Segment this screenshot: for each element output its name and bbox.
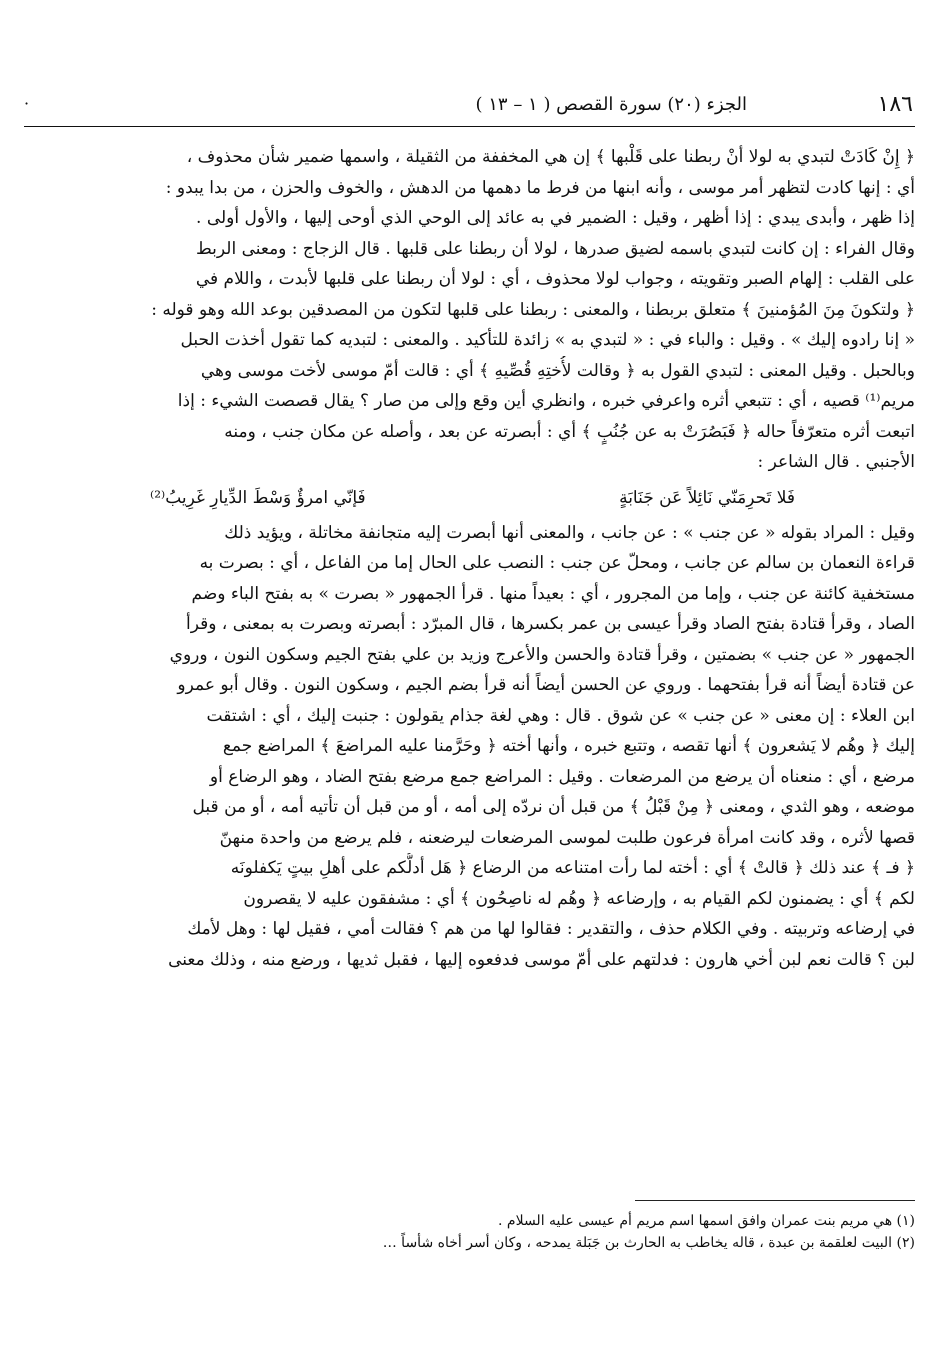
text-line: الصاد ، وقرأ قتادة بفتح الصاد وقرأ عيسى بن عمر بكسرها ، قال المبرّد : أبصرته وبصرت به بمعنى ، وقرأ <box>185 614 915 634</box>
header-mark: · <box>24 94 30 113</box>
text-line: قراءة النعمان بن سالم عن جانب ، ومحلّ عن جنب : النصب على الحال إما من الفاعل ، أي : بصرت به <box>199 553 915 573</box>
text-line: وبالحبل . وقيل المعنى : لتبدي القول به ﴿ وقالت لأُختِهِ قُصِّيهِ ﴾ أي : قالت أمّ موسى لأخت موسى وهي <box>200 360 915 381</box>
footnotes <box>60 1210 915 1254</box>
text-line: وقيل : المراد بقوله « عن جنب » : عن جانب ، والمعنى أنها أبصرت إليه متجانفة مخاتلة ، ويؤيد ذلك <box>224 522 915 543</box>
footnote-2: (٢) البيت لعلقمة بن عبدة ، قاله يخاطب به الحارث بن جَبَلة يمدحه ، وكان أسر أخاه شأساً … <box>382 1235 915 1251</box>
footnote-1: (١) هي مريم بنت عمران وافق اسمها اسم مريم أم عيسى عليه السلام . <box>498 1213 915 1229</box>
text-line: مستخفية كائنة عن جنب ، وإما من المجرور ، أي : بعيداً منها . قرأ الجمهور « بصرت » به بفتح الباء وضم <box>191 583 915 604</box>
verse-second-hemistich: فَإنّي امرؤٌ وَسْطَ الدِّيارِ غَرِيبُ⁽²⁾ <box>150 487 366 508</box>
main-text <box>40 142 915 975</box>
text-line: الأجنبي . قال الشاعر : <box>757 452 915 472</box>
text-line: على القلب : إلهام الصبر وتقويته ، وجواب لولا محذوف ، أي : لولا أن ربطنا على قلبها لأبدت ، واللام في <box>195 269 915 289</box>
text-line: ﴿ ولتكونَ مِنَ المُؤمنينَ ﴾ متعلق بربطنا ، والمعنى : ربطنا على قلبها لتكون من المصدقين بوعد الله وهو قوله : <box>151 299 915 320</box>
text-line: في إرضاعه وتربيته . وفي الكلام حذف ، والتقدير : فقالوا لها من هم ؟ فقالت أمي ، فقيل لها : وهل لأمك <box>187 919 915 939</box>
text-line: أي : إنها كادت لتظهر أمر موسى ، وأنه ابنها من فرط ما دهمها من الدهش ، والخوف والحزن ، من بدا يبدو : <box>165 177 915 198</box>
text-line: لكم ﴾ أي : يضمنون لكم القيام به ، وإرضاعه ﴿ وهُم له ناصِحُون ﴾ أي : مشفقون عليه لا يقصرون <box>243 888 915 909</box>
footnote-divider <box>635 1200 915 1201</box>
text-line: عن قتادة أيضاً أنه قرأ بفتحهما . وروي عن الحسن أيضاً أنه قرأ بضم الجيم ، وسكون النون . وقال أبو عمرو <box>177 675 915 695</box>
verse-first-hemistich: فَلا تَحرِمَنّي نَائِلاً عَن جَنَابَةٍ <box>619 487 795 508</box>
running-title: الجزء (٢٠) سورة القصص ( ١ – ١٣ ) <box>475 94 747 115</box>
text-line: ﴿ فـ ﴾ عند ذلك ﴿ قالتْ ﴾ أي : أخته لما رأت امتناعه من الرضاع ﴿ هَل أدلُّكم على أهلِ بيتٍ يَكفلونَه <box>230 858 915 878</box>
text-line: إليك ﴿ وهُم لا يَشعرون ﴾ أنها تقصه ، وتتبع خبره ، وأنها أخته ﴿ وحَرَّمنا عليه المراضعَ ﴾ المراضع جمع <box>222 736 915 756</box>
text-line: « إنا رادوه إليك » . وقيل : والباء في : « لتبدي به » زائدة للتأكيد . والمعنى : لتبديه كما تقول أخذت الحبل <box>180 330 915 350</box>
text-line: قصها لأثره ، وقد كانت امرأة فرعون طلبت لموسى المرضعات ليرضعنه ، فلم يرضع من واحدة منهنّ <box>219 827 915 848</box>
text-line: اتبعت أثره متعرّفاً حاله ﴿ فَبَصُرَتْ به عن جُنُبٍ ﴾ أي : أبصرته عن بعد ، وأصله عن مكان جنب ، ومنه <box>224 421 915 442</box>
page-header <box>24 92 915 127</box>
text-line: لبن ؟ قالت نعم لبن أخي هارون : فدلتهم على أمّ موسى فدفعوه إليها ، فقبل ثديها ، ورضع منه ، وذلك معنى <box>168 949 915 970</box>
text-line: ابن العلاء : إن معنى « عن جنب » عن شوق . قال : وهي لغة جذام يقولون : جنبت إليك ، أي : اشتقت <box>206 705 915 726</box>
poetry-verse <box>150 482 795 514</box>
text-line: الجمهور « عن جنب » بضمتين ، وقرأ قتادة والحسن والأعرج وزيد بن علي بفتح الجيم وسكون النون ، وروي <box>169 644 915 665</box>
text-line: موضعه ، وهو الثدي ، ومعنى ﴿ مِنْ قَبْلُ ﴾ من قبل أن نردّه إلى أمه ، أو من قبل أن تأتيه أمه ، أو من قبل <box>192 797 915 817</box>
page-number: ١٨٦ <box>877 92 913 117</box>
text-line: ﴿ إِنْ كَادَتْ لتبدي به لولا أنْ ربطنا على قَلْبها ﴾ إن هي المخففة من الثقيلة ، واسمها ضمير شأن محذوف ، <box>186 147 915 167</box>
text-line: إذا ظهر ، وأبدى يبدي : إذا أظهر ، وقيل : الضمير في به عائد إلى الوحي الذي أوحى إليها ، والأول أولى . <box>196 208 915 228</box>
text-line: وقال الفراء : إن كانت لتبدي باسمه لضيق صدرها ، لولا أن ربطنا على قلبها . قال الزجاج : ومعنى الربط <box>196 238 915 259</box>
text-line: مريم⁽¹⁾ قصيه ، أي : تتبعي أثره واعرفي خبره ، وانظري أين وقع وإلى من صار ؟ يقال قصصت الشيء : إذا <box>177 391 915 411</box>
text-line: مرضع ، أي : منعناه أن يرضع من المرضعات . وقيل : المراضع جمع مرضع بفتح الضاد ، وهو الرضاع أو <box>209 766 915 787</box>
